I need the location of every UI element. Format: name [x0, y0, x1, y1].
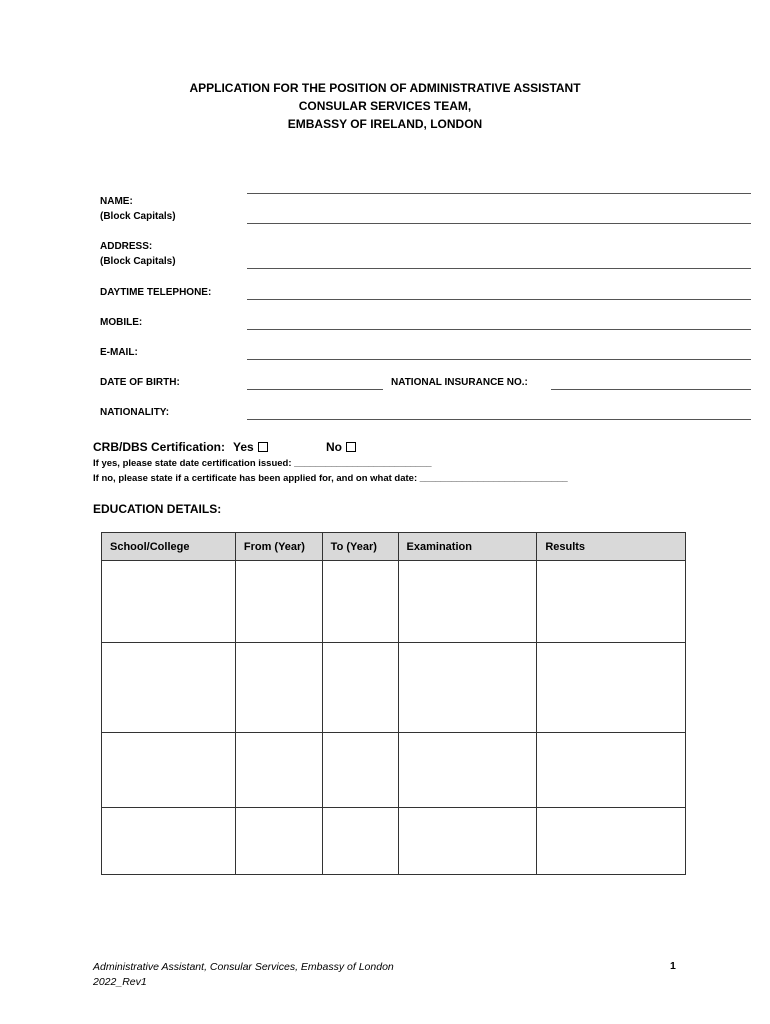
address-field[interactable]	[247, 268, 751, 269]
col-to-year: To (Year)	[322, 533, 398, 561]
crb-no-checkbox[interactable]	[346, 442, 356, 452]
ni-label: NATIONAL INSURANCE NO.:	[391, 377, 528, 388]
cell-to[interactable]	[322, 561, 398, 643]
name-label: NAME:	[100, 196, 133, 207]
cell-school[interactable]	[102, 643, 236, 733]
cell-from[interactable]	[235, 643, 322, 733]
cell-from[interactable]	[235, 561, 322, 643]
col-from-year: From (Year)	[235, 533, 322, 561]
email-label: E-MAIL:	[100, 347, 138, 358]
crb-yes-checkbox[interactable]	[258, 442, 268, 452]
cell-examination[interactable]	[398, 733, 537, 808]
title-line-3: EMBASSY OF IRELAND, LONDON	[287, 117, 483, 131]
telephone-field[interactable]	[247, 299, 751, 300]
cell-results[interactable]	[537, 733, 686, 808]
cell-results[interactable]	[537, 643, 686, 733]
name-sub-label: (Block Capitals)	[100, 211, 176, 222]
title-line-2: CONSULAR SERVICES TEAM,	[298, 99, 472, 113]
cell-to[interactable]	[322, 808, 398, 875]
cell-results[interactable]	[537, 808, 686, 875]
cell-from[interactable]	[235, 808, 322, 875]
mobile-field[interactable]	[247, 329, 751, 330]
cell-to[interactable]	[322, 733, 398, 808]
crb-yes-label: Yes	[233, 440, 254, 454]
table-row	[102, 643, 686, 733]
page-number: 1	[670, 960, 676, 972]
table-row	[102, 561, 686, 643]
cell-from[interactable]	[235, 733, 322, 808]
title-line-1: APPLICATION FOR THE POSITION OF ADMINISTRATIVE ASSISTANT	[189, 81, 581, 95]
email-field[interactable]	[247, 359, 751, 360]
dob-label: DATE OF BIRTH:	[100, 377, 180, 388]
cell-results[interactable]	[537, 561, 686, 643]
cell-examination[interactable]	[398, 808, 537, 875]
col-school-college: School/College	[102, 533, 236, 561]
name-field[interactable]	[247, 223, 751, 224]
footer-line-2: 2022_Rev1	[93, 976, 147, 988]
footer-text	[93, 960, 394, 990]
ni-field[interactable]	[551, 389, 751, 390]
cell-school[interactable]	[102, 808, 236, 875]
address-label: ADDRESS:	[100, 241, 153, 252]
education-table	[101, 532, 686, 875]
cell-school[interactable]	[102, 561, 236, 643]
dob-field[interactable]	[247, 389, 383, 390]
crb-no-option[interactable]	[326, 440, 356, 454]
crb-yes-instruction[interactable]: If yes, please state date certification issued: __________________________	[93, 458, 432, 469]
footer-line-1: Administrative Assistant, Consular Services, Embassy of London	[93, 961, 394, 973]
crb-yes-option[interactable]	[233, 440, 268, 454]
address-sub-label: (Block Capitals)	[100, 256, 176, 267]
crb-row	[93, 440, 225, 454]
crb-no-label: No	[326, 440, 342, 454]
table-row	[102, 808, 686, 875]
nationality-field[interactable]	[247, 419, 751, 420]
col-examination: Examination	[398, 533, 537, 561]
cell-to[interactable]	[322, 643, 398, 733]
name-line-upper[interactable]	[247, 193, 751, 194]
mobile-label: MOBILE:	[100, 317, 143, 328]
cell-examination[interactable]	[398, 643, 537, 733]
crb-no-instruction[interactable]: If no, please state if a certificate has been applied for, and on what date: ____________________________	[93, 473, 568, 484]
col-results: Results	[537, 533, 686, 561]
cell-school[interactable]	[102, 733, 236, 808]
table-row	[102, 733, 686, 808]
cell-examination[interactable]	[398, 561, 537, 643]
nationality-label: NATIONALITY:	[100, 407, 170, 418]
crb-label: CRB/DBS Certification:	[93, 440, 226, 454]
education-heading: EDUCATION DETAILS:	[93, 502, 222, 516]
telephone-label: DAYTIME TELEPHONE:	[100, 287, 212, 298]
education-header-row	[102, 533, 686, 561]
